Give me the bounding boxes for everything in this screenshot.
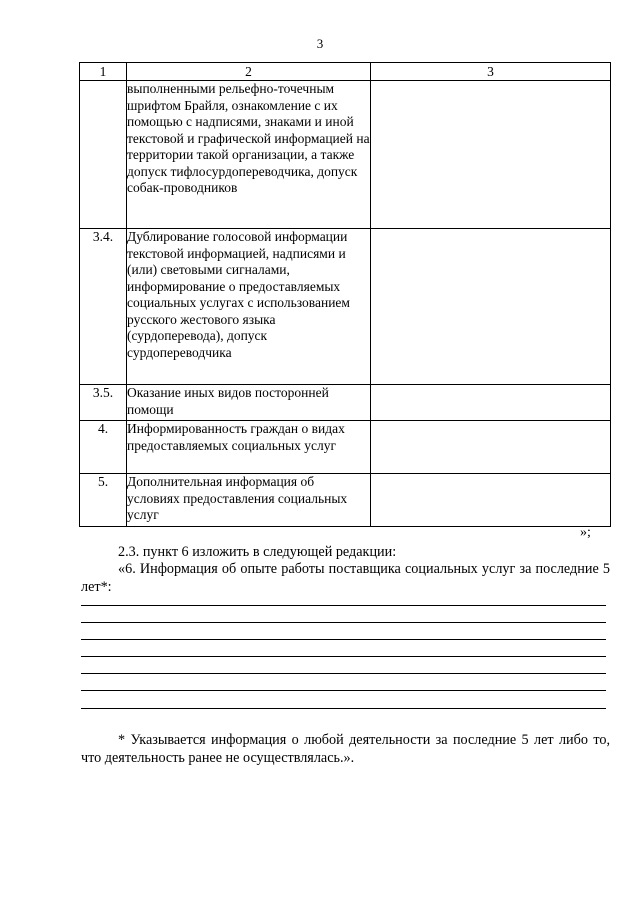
- item-6-paragraph: «6. Информация об опыте работы поставщика социальных услуг за последние 5 лет*:: [81, 561, 610, 595]
- table-row: [80, 229, 611, 385]
- row-description: Дублирование голосовой информации текстовой информацией, надписями и (или) световыми сигналами, информирование о предоставляемых социальных услугах с использованием русского жестового языка (сурдоперевода), допуск сурдопереводчика: [127, 229, 371, 385]
- footnote: * Указывается информация о любой деятельности за последние 5 лет либо то, что деятельность ранее не осуществлялась.».: [81, 732, 610, 766]
- row-value-cell: [371, 421, 611, 474]
- column-header-1: 1: [80, 63, 127, 81]
- row-value-cell: [371, 229, 611, 385]
- services-table: [79, 62, 611, 527]
- table-row: [80, 81, 611, 229]
- row-description: Дополнительная информация об условиях предоставления социальных услуг: [127, 474, 371, 527]
- amendment-paragraph: 2.3. пункт 6 изложить в следующей редакции:: [118, 544, 397, 560]
- row-value-cell: [371, 474, 611, 527]
- fill-in-line: [81, 622, 606, 623]
- fill-in-line: [81, 605, 606, 606]
- table-row: [80, 385, 611, 421]
- row-number: [80, 81, 127, 229]
- table-row: [80, 474, 611, 527]
- row-description: Оказание иных видов посторонней помощи: [127, 385, 371, 421]
- fill-in-line: [81, 708, 606, 709]
- column-header-3: 3: [371, 63, 611, 81]
- closing-quote: »;: [580, 525, 591, 540]
- table-header-row: [80, 63, 611, 81]
- page-number: 3: [316, 36, 324, 51]
- fill-in-line: [81, 656, 606, 657]
- fill-in-line: [81, 673, 606, 674]
- row-value-cell: [371, 385, 611, 421]
- row-number: 3.5.: [80, 385, 127, 421]
- table-row: [80, 421, 611, 474]
- fill-in-line: [81, 690, 606, 691]
- row-description: выполненными рельефно-точечным шрифтом Брайля, ознакомление с их помощью с надписями, знаками и иной текстовой и графической информацией на территории такой организации, а также допуск тифлосурдопереводчика, допуск собак-проводников: [127, 81, 371, 229]
- row-number: 3.4.: [80, 229, 127, 385]
- column-header-2: 2: [127, 63, 371, 81]
- row-value-cell: [371, 81, 611, 229]
- row-description: Информированность граждан о видах предоставляемых социальных услуг: [127, 421, 371, 474]
- row-number: 5.: [80, 474, 127, 527]
- row-number: 4.: [80, 421, 127, 474]
- fill-in-line: [81, 639, 606, 640]
